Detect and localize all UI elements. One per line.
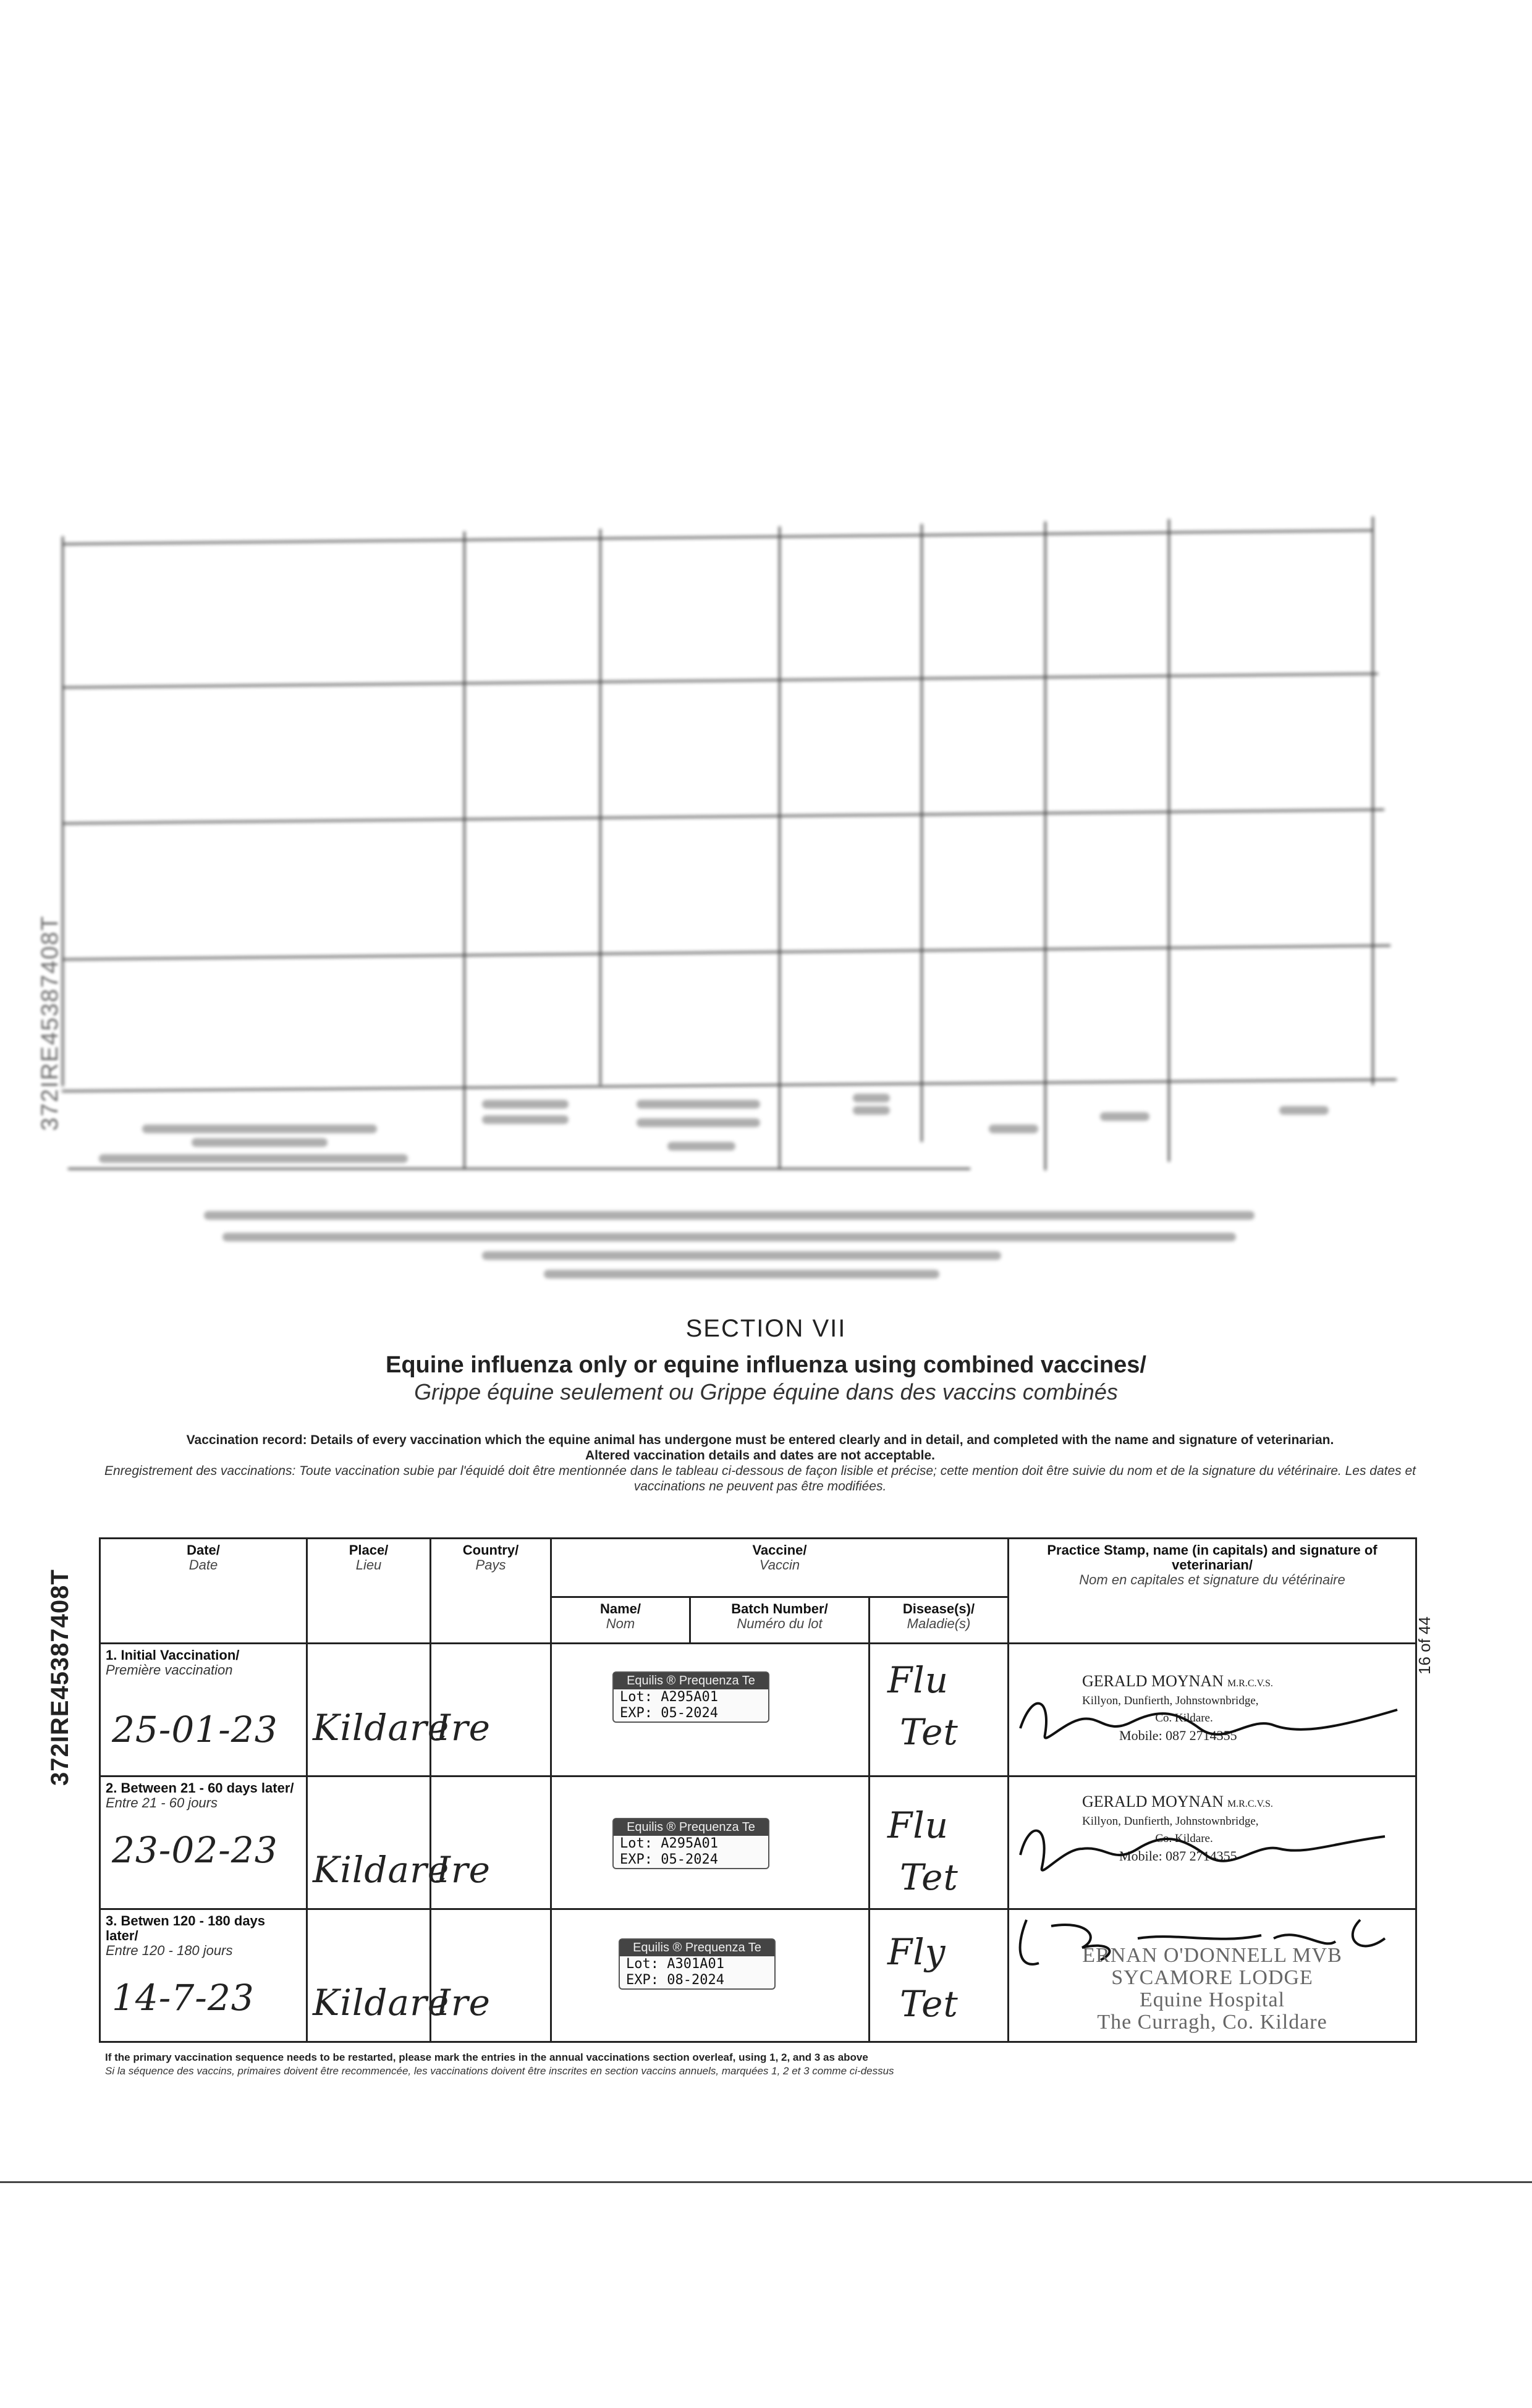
section-title: SECTION VII: [685, 1315, 847, 1342]
vet-mobile: Mobile: 087 2714355: [1119, 1728, 1237, 1743]
record-note-en-line2: Altered vaccination details and dates are not acceptable.: [585, 1448, 936, 1463]
country-cell: [431, 1776, 551, 1909]
side-code-faded: 372IRE45387408T: [37, 915, 63, 1131]
table-row: [100, 1644, 1416, 1776]
bleed-through-table: [49, 482, 1390, 1298]
row-label: 2. Between 21 - 60 days later/ Entre 21 - 60 jours: [106, 1780, 294, 1810]
vaccine-exp: EXP: 05-2024: [620, 1705, 718, 1721]
vet-address-2: Co. Kildare.: [1155, 1712, 1213, 1725]
signature-icon: [1014, 1685, 1410, 1753]
vaccine-brand: Equilis ® Prequenza Te: [614, 1819, 768, 1836]
disease-value-1: Flu: [887, 1659, 949, 1701]
country-cell: [431, 1909, 551, 2042]
date-cell: [100, 1909, 307, 2042]
stamp-line-1: ERNAN O'DONNELL MVB: [1082, 1944, 1342, 1967]
side-reference: 372IRE45387408T: [46, 1569, 74, 1786]
stamp-cell: [1009, 1644, 1416, 1776]
vet-mobile: Mobile: 087 2714355: [1119, 1848, 1237, 1864]
section-heading-en: Equine influenza only or equine influenza using combined vaccines/: [386, 1352, 1146, 1378]
country-value: Ire: [436, 1707, 491, 1749]
stamp-cell: [1009, 1776, 1416, 1909]
place-cell: [307, 1909, 450, 2042]
vet-address-1: Killyon, Dunfierth, Johnstownbridge,: [1082, 1815, 1259, 1828]
disease-cell: [870, 1644, 1009, 1776]
vet-stamp: [1082, 1793, 1410, 1865]
header-disease: Disease(s)/ Maladie(s): [870, 1597, 1009, 1644]
disease-value-2: Tet: [900, 1856, 959, 1898]
header-date: Date/ Date: [100, 1539, 307, 1644]
vaccine-exp: EXP: 08-2024: [626, 1972, 724, 1988]
row-label: 3. Betwen 120 - 180 days later/ Entre 120 - 180 jours: [106, 1913, 266, 1958]
date-value: 25-01-23: [112, 1709, 278, 1751]
vaccine-lot: Lot: A295A01: [620, 1689, 718, 1705]
vaccine-label-cell: [551, 1644, 870, 1776]
date-value: 23-02-23: [112, 1829, 278, 1871]
vaccine-brand: Equilis ® Prequenza Te: [620, 1940, 774, 1956]
vaccine-lot: Lot: A301A01: [626, 1956, 724, 1972]
table-row: [100, 1909, 1416, 2042]
footnote-en: If the primary vaccination sequence needs to be restarted, please mark the entries in the annual vaccinations section overleaf, using 1, 2, and 3 as above: [105, 2051, 868, 2063]
vaccine-brand: Equilis ® Prequenza Te: [614, 1673, 768, 1689]
record-note-en: [105, 1432, 1415, 1463]
footnote-fr: Si la séquence des vaccins, primaires doivent être recommencée, les vaccinations doivent être inscrites en section vaccins annuels, marquées 1, 2 et 3 comme ci-dessus: [105, 2065, 894, 2077]
stamp-line-2: SYCAMORE LODGE: [1111, 1966, 1313, 1989]
page-divider: [0, 2181, 1532, 2183]
header-country: Country/ Pays: [431, 1539, 551, 1644]
vet-address-2: Co. Kildare.: [1155, 1832, 1213, 1845]
disease-cell: [870, 1776, 1009, 1909]
place-value: Kildare: [313, 1849, 450, 1891]
vet-quals: M.R.C.V.S.: [1227, 1799, 1273, 1809]
date-cell: [100, 1776, 307, 1909]
disease-value-2: Tet: [900, 1711, 959, 1753]
section-heading-fr: Grippe équine seulement ou Grippe équine dans des vaccins combinés: [414, 1379, 1118, 1405]
vet-name: GERALD MOYNAN: [1082, 1793, 1224, 1810]
disease-value-1: Fly: [887, 1931, 946, 1973]
place-cell: [307, 1776, 450, 1909]
vaccine-sticker: [612, 1818, 769, 1869]
row-label: 1. Initial Vaccination/ Première vaccination: [106, 1647, 240, 1678]
vaccination-table: [99, 1537, 1417, 2043]
country-value: Ire: [436, 1849, 491, 1891]
header-vaccine: Vaccine/ Vaccin: [551, 1539, 1009, 1597]
vaccine-label-cell: [551, 1909, 870, 2042]
header-batch: Batch Number/ Numéro du lot: [690, 1597, 870, 1644]
hospital-stamp: [1014, 1945, 1410, 2034]
country-value: Ire: [436, 1982, 491, 2024]
place-value: Kildare: [313, 1982, 450, 2024]
date-cell: [100, 1644, 307, 1776]
place-cell: [307, 1644, 450, 1776]
vaccine-label-cell: [551, 1776, 870, 1909]
header-name: Name/ Nom: [551, 1597, 690, 1644]
header-stamp: Practice Stamp, name (in capitals) and signature of veterinarian/ Nom en capitales et signature du vétérinaire: [1009, 1539, 1416, 1644]
signature-icon: [1014, 1818, 1410, 1886]
table-row: [100, 1776, 1416, 1909]
vet-address-1: Killyon, Dunfierth, Johnstownbridge,: [1082, 1694, 1259, 1707]
vet-quals: M.R.C.V.S.: [1227, 1678, 1273, 1689]
place-value: Kildare: [313, 1707, 450, 1749]
record-note-en-line1: Vaccination record: Details of every vaccination which the equine animal has undergone must be entered clearly and in detail, and completed with the name and signature of veterinarian.: [186, 1433, 1334, 1447]
page-number: 16 of 44: [1415, 1616, 1434, 1675]
record-note-fr: Enregistrement des vaccinations: Toute vaccination subie par l'équidé doit être mentionnée dans le tableau ci-dessous de façon lisible et précise; cette mention doit être suivie du nom et de la signature du vétérinaire. Les dates et vaccinations ne peuvent pas être modifiées.: [104, 1464, 1416, 1493]
country-cell: [431, 1644, 551, 1776]
header-place: Place/ Lieu: [307, 1539, 431, 1644]
vaccine-sticker: [619, 1938, 776, 1990]
stamp-line-3: Equine Hospital: [1140, 1988, 1285, 2011]
disease-value-1: Flu: [887, 1804, 949, 1846]
vet-stamp: [1082, 1673, 1410, 1744]
disease-value-2: Tet: [900, 1983, 959, 2025]
disease-cell: [870, 1909, 1009, 2042]
stamp-line-4: The Curragh, Co. Kildare: [1097, 2011, 1327, 2034]
vet-name: GERALD MOYNAN: [1082, 1672, 1224, 1690]
vaccine-sticker: [612, 1671, 769, 1723]
vaccine-exp: EXP: 05-2024: [620, 1852, 718, 1867]
vaccine-lot: Lot: A295A01: [620, 1836, 718, 1851]
date-value: 14-7-23: [112, 1977, 255, 2019]
stamp-cell: [1009, 1909, 1416, 2042]
